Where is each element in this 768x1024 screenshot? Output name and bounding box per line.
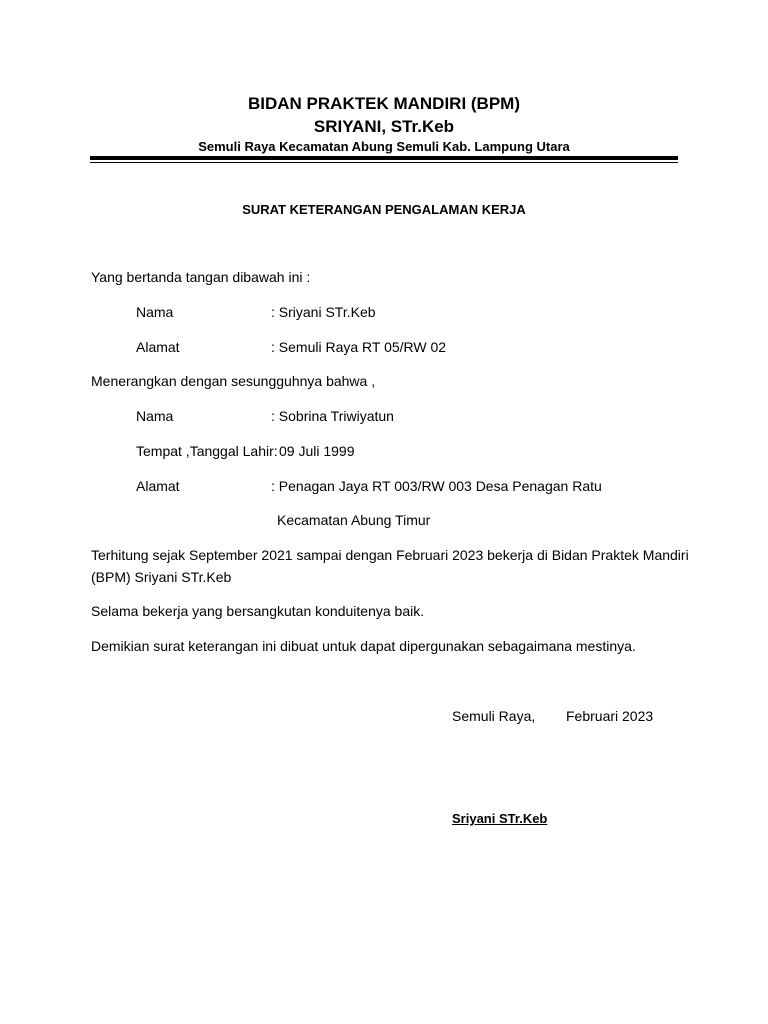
- subject-name-value: : Sobrina Triwiyatun: [271, 408, 394, 424]
- body-paragraph-1-line-1: Terhitung sejak September 2021 sampai dengan Februari 2023 bekerja di Bidan Praktek Mandiri: [91, 547, 689, 563]
- subject-address-line2: Kecamatan Abung Timur: [277, 512, 431, 528]
- intro-text: Yang bertanda tangan dibawah ini :: [91, 269, 311, 285]
- document-title: SURAT KETERANGAN PENGALAMAN KERJA: [242, 202, 526, 217]
- subject-name-label: Nama: [136, 408, 174, 424]
- closing-place: Semuli Raya,: [452, 708, 536, 724]
- signer-name-value: : Sriyani STr.Keb: [271, 304, 376, 320]
- signature-name: Sriyani STr.Keb: [452, 811, 548, 826]
- letterhead-owner-name: SRIYANI, STr.Keb: [313, 117, 455, 136]
- letterhead-org-name: BIDAN PRAKTEK MANDIRI (BPM): [248, 94, 520, 113]
- body-paragraph-3: Demikian surat keterangan ini dibuat untuk dapat dipergunakan sebagaimana mestinya.: [91, 638, 636, 654]
- signer-address-value: : Semuli Raya RT 05/RW 02: [271, 339, 447, 355]
- closing-date: Februari 2023: [566, 708, 654, 724]
- letterhead-rule-thin: [90, 162, 678, 163]
- subject-address-value: : Penagan Jaya RT 003/RW 003 Desa Penagan Ratu: [271, 478, 602, 494]
- declare-text: Menerangkan dengan sesungguhnya bahwa ,: [91, 373, 376, 389]
- signer-address-label: Alamat: [136, 339, 180, 355]
- letterhead-address: Semuli Raya Kecamatan Abung Semuli Kab. Lampung Utara: [198, 139, 570, 154]
- body-paragraph-2: Selama bekerja yang bersangkutan konduitenya baik.: [91, 603, 425, 619]
- body-paragraph-1-line-2: (BPM) Sriyani STr.Keb: [91, 569, 232, 585]
- letterhead-rule-thick: [90, 156, 678, 160]
- subject-address-label: Alamat: [136, 478, 180, 494]
- subject-birth-value: 09 Juli 1999: [279, 443, 355, 459]
- subject-birth-label: Tempat ,Tanggal Lahir:: [136, 443, 278, 459]
- signer-name-label: Nama: [136, 304, 174, 320]
